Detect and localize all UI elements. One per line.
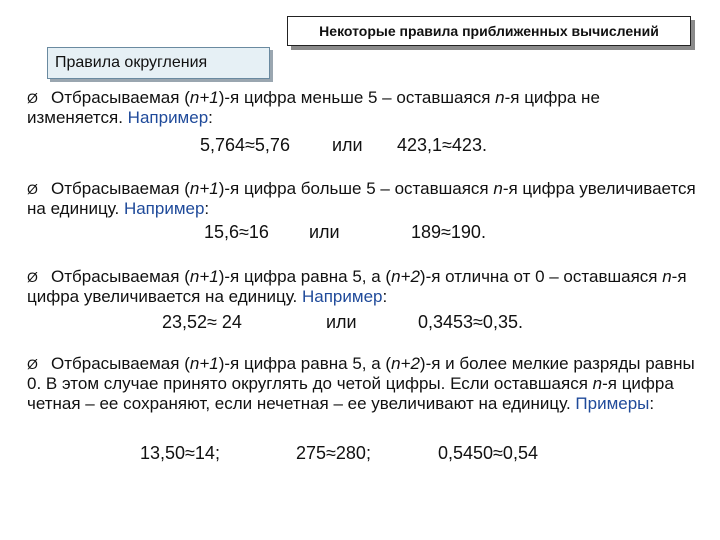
rule-4 (27, 354, 697, 414)
variable: n+2 (391, 267, 420, 286)
arrow-bullet-icon: Ø (27, 356, 38, 372)
variable: n+1 (189, 88, 219, 107)
rule-1 (27, 88, 697, 128)
arrow-bullet-icon: Ø (27, 181, 38, 197)
rule-text: -я цифра увеличивается на единицу. (27, 179, 696, 218)
example-1a: 5,764≈5,76 (200, 135, 290, 155)
example-or: или (332, 135, 363, 155)
rule-text: : (382, 287, 388, 306)
example-label: Например (302, 287, 383, 306)
arrow-bullet-icon: Ø (27, 90, 38, 106)
variable: n (493, 179, 503, 198)
example-label: Например (127, 108, 209, 127)
example-4c: 0,5450≈0,54 (438, 443, 538, 463)
example-1b: 423,1≈423. (397, 135, 487, 155)
example-2a: 15,6≈16 (204, 222, 269, 242)
rule-text: Отбрасываемая ( (51, 179, 190, 198)
rule-text: Отбрасываемая ( (51, 267, 190, 286)
variable: n+1 (189, 179, 219, 198)
rule-text: )-я отлична от 0 – оставшаяся (419, 267, 663, 286)
example-label: Например (123, 199, 205, 218)
example-label: Примеры (575, 394, 650, 413)
rule-text: -я цифра четная – ее сохраняют, если нечетная – ее увеличивают на единицу. (27, 374, 674, 413)
variable: n (495, 88, 505, 107)
rule-3 (27, 267, 697, 307)
rule-text: : (649, 394, 655, 413)
rule-text: -я цифра увеличивается на единицу. (27, 267, 687, 306)
example-or: или (309, 222, 340, 242)
example-3a: 23,52≈ 24 (162, 312, 242, 332)
rule-text: )-я цифра равна 5, а ( (218, 354, 392, 373)
variable: n+1 (189, 267, 219, 286)
rule-text: : (204, 199, 210, 218)
example-or: или (326, 312, 357, 332)
variable: n (592, 374, 603, 393)
rule-2 (27, 179, 697, 219)
example-3b: 0,3453≈0,35. (418, 312, 523, 332)
rule-text: )-я цифра меньше 5 – оставшаяся (218, 88, 496, 107)
rule-text: )-я цифра равна 5, а ( (218, 267, 392, 286)
example-4a: 13,50≈14; (140, 443, 220, 463)
slide-title: Некоторые правила приближенных вычислений (287, 16, 691, 46)
section-title: Правила округления (47, 47, 270, 79)
example-4b: 275≈280; (296, 443, 371, 463)
variable: n+1 (189, 354, 219, 373)
variable: n (662, 267, 672, 286)
rule-text: -я цифра не изменяется. (27, 88, 600, 127)
rule-text: Отбрасываемая ( (51, 88, 190, 107)
variable: n+2 (391, 354, 420, 373)
example-2b: 189≈190. (411, 222, 486, 242)
arrow-bullet-icon: Ø (27, 269, 38, 285)
rule-text: )-я и более мелкие разряды равны 0. В этом случае принято округлять до четой цифры. Если оставшаяся (27, 354, 695, 393)
rule-text: )-я цифра больше 5 – оставшаяся (218, 179, 494, 198)
rule-text: Отбрасываемая ( (51, 354, 190, 373)
rule-text: : (208, 108, 213, 127)
